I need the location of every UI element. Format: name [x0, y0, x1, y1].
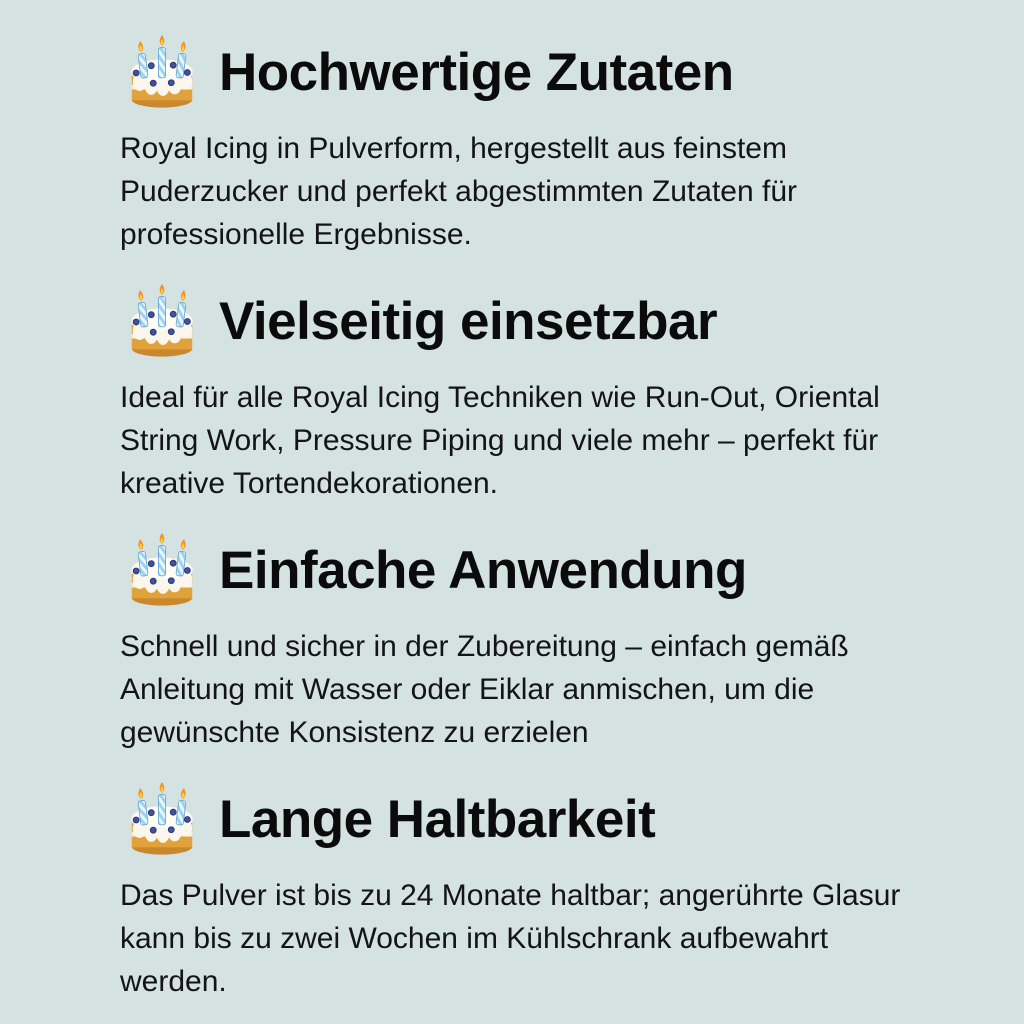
feature-text [120, 874, 946, 1003]
birthday-cake-icon [123, 282, 201, 360]
feature-text-line: professionelle Ergebnisse. [120, 218, 472, 251]
feature-text-line: Royal Icing in Pulverform, hergestellt aus feinstem [120, 132, 787, 165]
feature-heading: Einfache Anwendung [219, 540, 747, 600]
feature-text [120, 625, 946, 754]
feature-text-line: Ideal für alle Royal Icing Techniken wie Run-Out, Oriental [120, 381, 880, 414]
birthday-cake-icon [123, 531, 201, 609]
feature-text-line: gewünschte Konsistenz zu erzielen [120, 716, 589, 749]
feature-section-shelf-life [120, 780, 946, 1003]
feature-heading: Hochwertige Zutaten [219, 42, 734, 102]
feature-section-versatility [120, 282, 946, 505]
feature-header [123, 531, 946, 609]
feature-section-ease-of-use [120, 531, 946, 754]
feature-text [120, 127, 946, 256]
feature-text-line: String Work, Pressure Piping und viele mehr – perfekt für [120, 424, 879, 457]
feature-text-line: kann bis zu zwei Wochen im Kühlschrank aufbewahrt [120, 922, 829, 955]
feature-text-line: Schnell und sicher in der Zubereitung – einfach gemäß [120, 630, 849, 663]
feature-header [123, 282, 946, 360]
feature-text-line: Anleitung mit Wasser oder Eiklar anmischen, um die [120, 673, 815, 706]
feature-text [120, 376, 946, 505]
feature-text-line: Das Pulver ist bis zu 24 Monate haltbar; angerührte Glasur [120, 879, 901, 912]
feature-header [123, 780, 946, 858]
birthday-cake-icon [123, 780, 201, 858]
feature-text-line: Puderzucker und perfekt abgestimmten Zutaten für [120, 175, 798, 208]
feature-heading: Vielseitig einsetzbar [219, 291, 718, 351]
feature-section-quality [120, 33, 946, 256]
feature-heading: Lange Haltbarkeit [219, 789, 656, 849]
feature-header [123, 33, 946, 111]
birthday-cake-icon [123, 33, 201, 111]
feature-text-line: kreative Tortendekorationen. [120, 467, 499, 500]
feature-text-line: werden. [120, 965, 227, 998]
